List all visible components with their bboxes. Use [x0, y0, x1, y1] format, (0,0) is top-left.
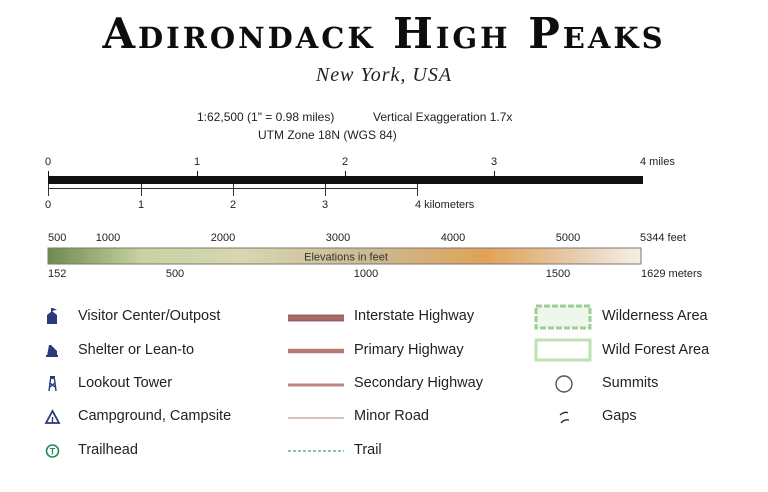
- miles-bar: [48, 176, 643, 184]
- primary-highway-symbol: [286, 339, 346, 361]
- miles-tick-0: 0: [44, 156, 52, 168]
- legend-interstate-highway: Interstate Highway: [354, 308, 475, 324]
- feet-tick-3000: 3000: [325, 232, 351, 244]
- meter-tick-1000: 1000: [353, 268, 379, 280]
- elevation-bar-label: Elevations in feet: [304, 251, 388, 264]
- map-title: Adirondack High Peaks: [102, 9, 666, 58]
- feet-tick-2000: 2000: [210, 232, 236, 244]
- legend-shelter: Shelter or Lean-to: [78, 342, 195, 358]
- feet-tick-4000: 4000: [440, 232, 466, 244]
- legend-wild-forest-area: Wild Forest Area: [602, 342, 710, 358]
- legend-visitor-center: Visitor Center/Outpost: [78, 308, 221, 324]
- wild-forest-area-symbol: [533, 336, 593, 364]
- scale-ratio: 1:62,500 (1" = 0.98 miles): [197, 110, 335, 124]
- legend-campground: Campground, Campsite: [78, 408, 232, 424]
- meter-tick-152: 152: [48, 268, 67, 280]
- feet-tick-1000: 1000: [95, 232, 121, 244]
- km-tick-1: 1: [137, 199, 145, 211]
- gap-icon: [533, 406, 593, 428]
- legend-minor-road: Minor Road: [354, 408, 429, 424]
- miles-tick-1: 1: [193, 156, 201, 168]
- km-tick-2: 2: [229, 199, 237, 211]
- legend-gaps: Gaps: [602, 408, 637, 424]
- legend-secondary-highway: Secondary Highway: [354, 375, 483, 391]
- projection: UTM Zone 18N (WGS 84): [258, 128, 397, 142]
- vertical-exaggeration: Vertical Exaggeration 1.7x: [373, 110, 513, 124]
- km-tick-3: 3: [321, 199, 329, 211]
- meter-tick-500: 500: [165, 268, 185, 280]
- trail-symbol: [286, 440, 346, 462]
- miles-tick-3: 3: [490, 156, 498, 168]
- legend-primary-highway: Primary Highway: [354, 342, 464, 358]
- map-subtitle: New York, USA: [315, 64, 453, 86]
- km-tick-0: 0: [44, 199, 52, 211]
- miles-end-label: 4 miles: [640, 156, 675, 168]
- interstate-highway-symbol: [286, 306, 346, 328]
- legend-wilderness-area: Wilderness Area: [602, 308, 708, 324]
- legend-trailhead: Trailhead: [78, 442, 138, 458]
- feet-tick-500: 500: [48, 232, 67, 244]
- minor-road-symbol: [286, 406, 346, 428]
- km-end-label: 4 kilometers: [415, 199, 475, 211]
- legend-trail: Trail: [354, 442, 382, 458]
- trailhead-glyph: T: [49, 446, 56, 457]
- meter-end-label: 1629 meters: [641, 268, 703, 280]
- feet-tick-5000: 5000: [555, 232, 581, 244]
- legend-summits: Summits: [602, 375, 659, 391]
- wilderness-area-symbol: [533, 303, 593, 331]
- summit-circle-icon: [533, 373, 593, 395]
- feet-end-label: 5344 feet: [640, 232, 686, 244]
- miles-tick-2: 2: [341, 156, 349, 168]
- meter-tick-1500: 1500: [545, 268, 571, 280]
- secondary-highway-symbol: [286, 373, 346, 395]
- legend-lookout-tower: Lookout Tower: [78, 375, 173, 391]
